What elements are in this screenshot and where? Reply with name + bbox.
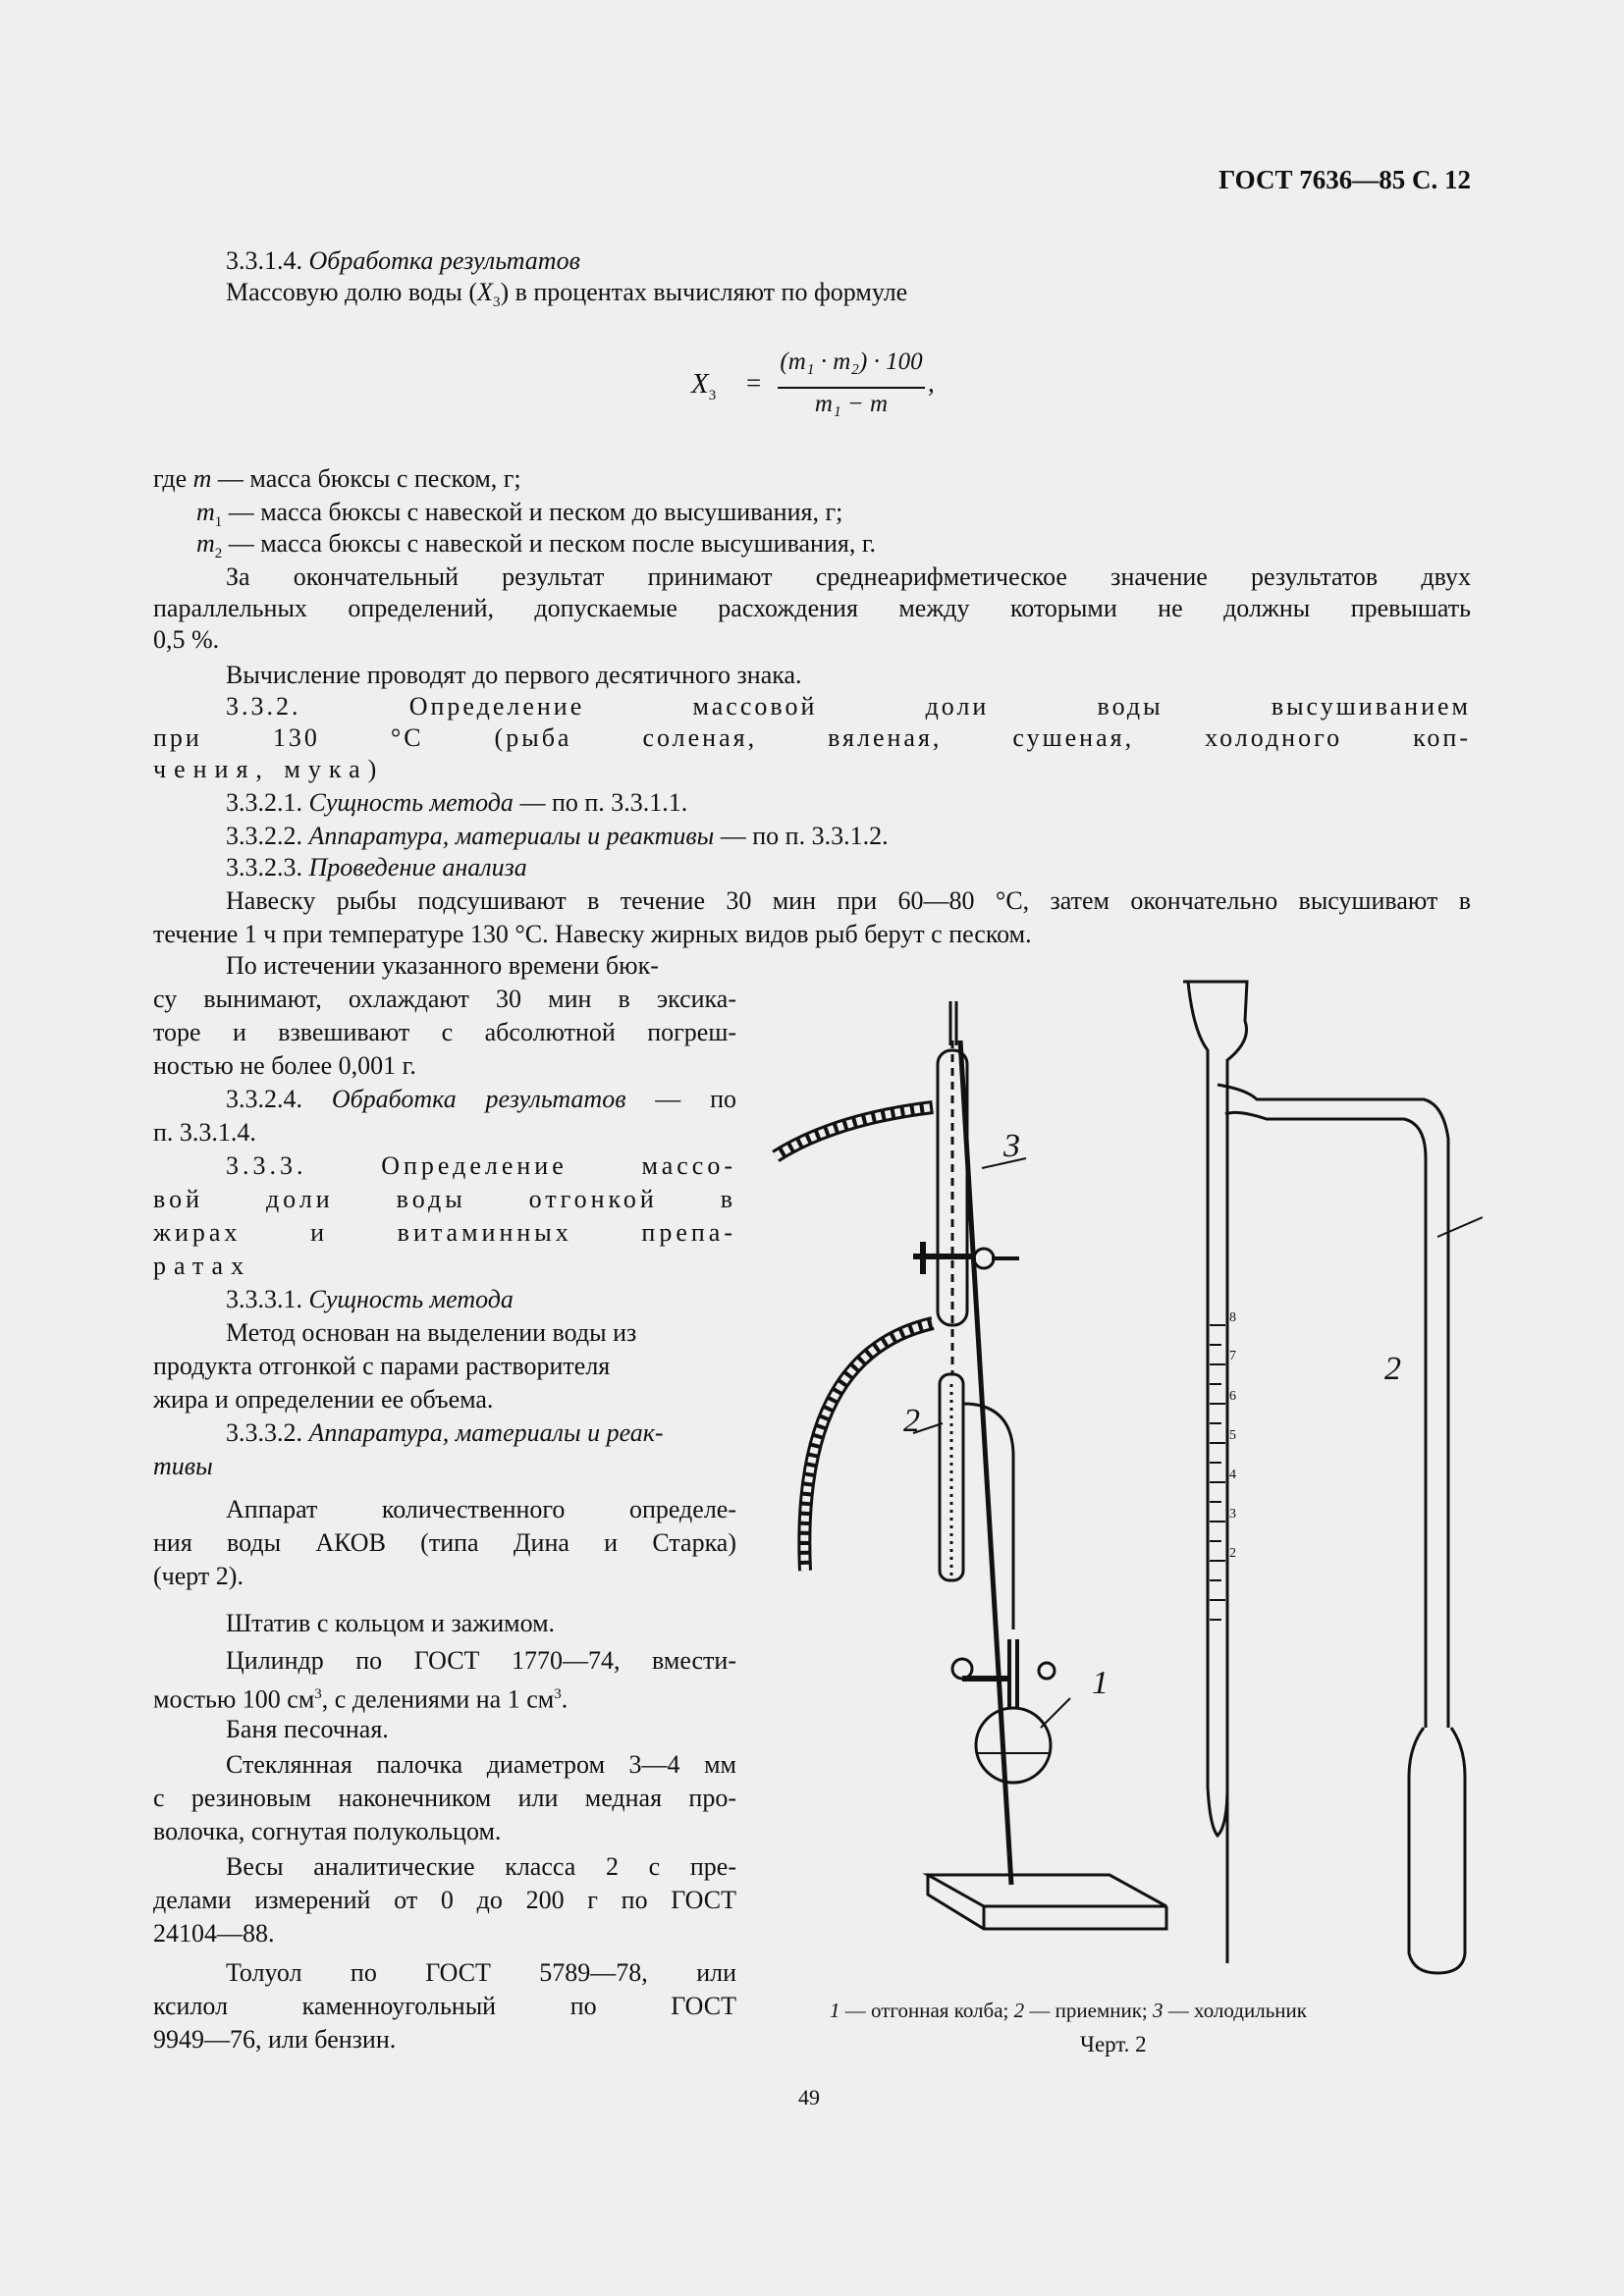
text: , с делениями на 1 см [321, 1684, 555, 1714]
col-line: ния воды АКОВ (типа Дина и Старка) [153, 1528, 736, 1557]
section-number: 3.3.3.2. [226, 1418, 302, 1447]
section-title: Аппаратура, материалы и реактивы [308, 822, 715, 850]
text: мостью 100 см [153, 1684, 315, 1714]
section-3-3-2-line-2: при 130 °С (рыба соленая, вяленая, сушеная, холодного коп- [153, 723, 1471, 752]
section-3-3-2-1 [226, 785, 687, 821]
figure-title: Черт. 2 [1080, 2032, 1147, 2056]
scale-mark: 2 [1229, 1546, 1236, 1561]
figure-label-2-receiver: 2 [1384, 1351, 1401, 1387]
scale-mark: 4 [1229, 1468, 1236, 1482]
superscript: 3 [314, 1686, 322, 1702]
section-3-3-2-2 [226, 819, 889, 854]
intro-sub: 3 [492, 294, 501, 311]
final-result-line-1: За окончательный результат принимают среднеарифметическое значение результатов двух [226, 562, 1471, 591]
superscript: 3 [554, 1686, 562, 1702]
col-line: продукта отгонкой с парами растворителя [153, 1352, 611, 1380]
section-title: Аппаратура, материалы и реак- [308, 1418, 664, 1447]
section-rest: — по [625, 1085, 736, 1113]
section-3-3-2-line-3: чения, мука) [153, 755, 385, 783]
figure-caption [830, 1999, 1307, 2023]
figure-apparatus [756, 962, 1483, 1983]
col-line: тивы [153, 1452, 213, 1480]
col-line: (черт 2). [153, 1562, 244, 1590]
section-3-3-3-1 [226, 1282, 514, 1317]
page-header: ГОСТ 7636—85 С. 12 [1218, 165, 1471, 194]
col-line: волочка, согнутая полукольцом. [153, 1817, 502, 1845]
where-sub: 1 [214, 514, 223, 531]
section-title: Сущность метода [308, 1285, 514, 1313]
scale-mark: 5 [1229, 1428, 1236, 1443]
page-number: 49 [798, 2085, 820, 2109]
formula-eq: = [746, 368, 762, 398]
figure-label-3: 3 [1003, 1128, 1020, 1164]
col-line: п. 3.3.1.4. [153, 1118, 256, 1147]
scale-mark: 7 [1229, 1349, 1236, 1363]
col-line: Аппарат количественного определе- [226, 1495, 736, 1523]
scale-mark: 6 [1229, 1389, 1236, 1404]
figure-label-1: 1 [1092, 1665, 1109, 1701]
col-line: торе и взвешивают с абсолютной погреш- [153, 1018, 736, 1046]
col-line: 24104—88. [153, 1919, 275, 1948]
scale-mark: 8 [1229, 1310, 1236, 1325]
formula-lhs: X [691, 368, 709, 400]
figure-label-2: 2 [903, 1403, 920, 1439]
weigh-line-2: течение 1 ч при температуре 130 °С. Навеску жирных видов рыб берут с песком. [153, 920, 1032, 948]
section-title: Обработка результатов [331, 1085, 626, 1113]
section-3-3-2-line-1: 3.3.2. Определение массовой доли воды высушиванием [226, 692, 1471, 721]
where-m [153, 461, 521, 497]
caption-num: 1 [830, 1999, 840, 2022]
col-line: су вынимают, охлаждают 30 мин в эксика- [153, 985, 736, 1013]
col-line: Баня песочная. [226, 1715, 389, 1743]
section-title: Обработка результатов [308, 246, 580, 275]
caption-num: 2 [1013, 1999, 1025, 2022]
caption-num: 3 [1153, 1999, 1164, 2022]
formula-denominator: m₁ − m [814, 391, 889, 417]
weigh-line-1: Навеску рыбы подсушивают в течение 30 мин при 60—80 °С, затем окончательно высушивают в [226, 886, 1471, 915]
section-number: 3.3.2.1. [226, 788, 302, 817]
text: . [561, 1684, 568, 1714]
col-line: Толуол по ГОСТ 5789—78, или [226, 1958, 736, 1987]
calc-note: Вычисление проводят до первого десятичного знака. [226, 661, 802, 689]
intro-var: X [477, 278, 493, 306]
where-text: — масса бюксы с навеской и песком до высушивания, г; [222, 498, 843, 526]
col-line: делами измерений от 0 до 200 г по ГОСТ [153, 1886, 736, 1914]
where-sub: 2 [214, 546, 223, 562]
formula-intro [226, 275, 907, 320]
caption-text: — отгонная колба; [839, 1999, 1014, 2022]
section-3-3-3-line-3: жирах и витаминных препа- [153, 1218, 736, 1247]
where-text: — масса бюксы с навеской и песком после высушивания, г. [222, 529, 877, 558]
section-3-3-1-4-heading [226, 243, 580, 279]
final-result-line-3: 0,5 %. [153, 625, 220, 654]
scale-mark: 3 [1229, 1507, 1236, 1522]
section-3-3-3-line-4: ратах [153, 1252, 252, 1280]
section-number: 3.3.2.2. [226, 822, 302, 850]
section-3-3-3-line-2: вой доли воды отгонкой в [153, 1185, 736, 1213]
col-line: Стеклянная палочка диаметром 3—4 мм [226, 1750, 736, 1779]
col-line: Весы аналитические класса 2 с пре- [226, 1852, 736, 1881]
where-var: m [196, 498, 215, 526]
col-line: ксилол каменноугольный по ГОСТ [153, 1992, 736, 2020]
formula-comma: , [928, 368, 935, 398]
fraction-bar [778, 387, 925, 389]
col-line: Цилиндр по ГОСТ 1770—74, вмести- [226, 1646, 736, 1675]
section-rest: — по п. 3.3.1.1. [513, 788, 688, 817]
col-line: жира и определении ее объема. [153, 1385, 494, 1414]
section-number: 3.3.2.3. [226, 853, 302, 881]
where-text: — масса бюксы с песком, г; [211, 464, 521, 493]
section-title: Сущность метода [308, 788, 514, 817]
col-line: Метод основан на выделении воды из [226, 1318, 637, 1347]
col-line: По истечении указанного времени бюк- [226, 951, 659, 980]
caption-text: — холодильник [1163, 1999, 1307, 2022]
section-title: Проведение анализа [308, 853, 527, 881]
where-var: m [192, 464, 212, 493]
section-3-3-3-line-1: 3.3.3. Определение массо- [226, 1151, 736, 1180]
section-3-3-2-3 [226, 850, 527, 885]
section-3-3-3-2 [226, 1415, 664, 1451]
intro-text: Массовую долю воды ( [226, 278, 478, 306]
section-number: 3.3.2.4. [226, 1085, 302, 1113]
formula-lhs-sub: 3 [708, 387, 717, 403]
col-line: с резиновым наконечником или медная про- [153, 1784, 736, 1812]
section-rest: — по п. 3.3.1.2. [714, 822, 889, 850]
section-number: 3.3.1.4. [226, 246, 302, 275]
section-3-3-2-4 [226, 1082, 736, 1117]
final-result-line-2: параллельных определений, допускаемые расхождения между которыми не должны превышать [153, 594, 1471, 622]
intro-rest: ) в процентах вычисляют по формуле [500, 278, 908, 306]
where-prefix: где [153, 464, 193, 493]
formula-numerator: (m₁ · m₂) · 100 [780, 348, 923, 375]
section-number: 3.3.3.1. [226, 1285, 302, 1313]
col-line: Штатив с кольцом и зажимом. [226, 1609, 556, 1637]
col-line: 9949—76, или бензин. [153, 2025, 397, 2054]
formula-x3 [687, 348, 943, 427]
col-line: ностью не более 0,001 г. [153, 1051, 416, 1080]
caption-text: — приемник; [1024, 1999, 1153, 2022]
where-var: m [196, 529, 215, 558]
